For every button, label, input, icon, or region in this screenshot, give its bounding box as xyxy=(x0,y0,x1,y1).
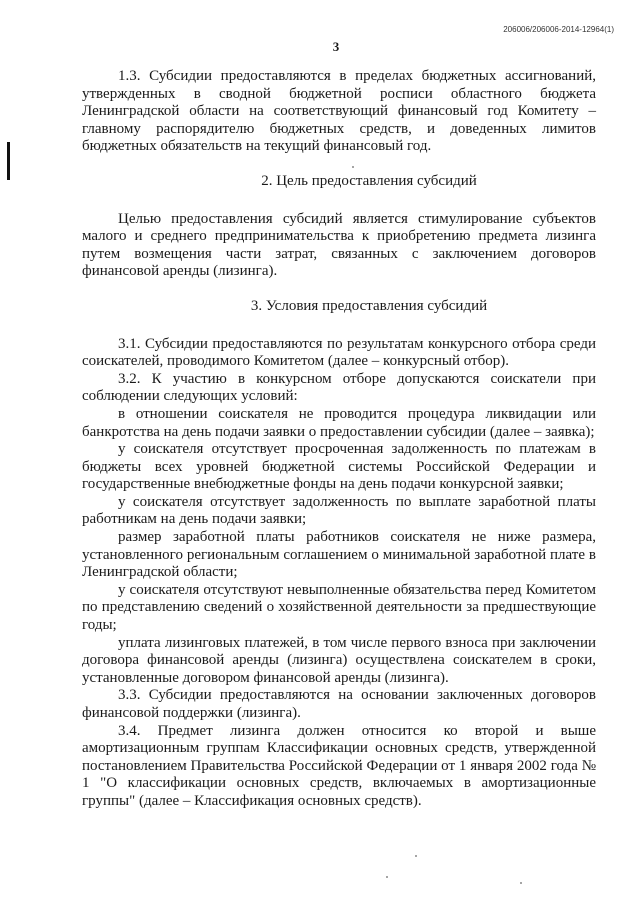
condition-item: у соискателя отсутствует просроченная задолженность по платежам в бюджеты всех уровней бюджетной системы Российской Федерации и государственные внебюджетные фонды на день подачи конкурсной заявки; xyxy=(82,441,596,493)
scan-speck xyxy=(352,166,354,168)
document-body xyxy=(82,68,596,811)
paragraph-1-3: 1.3. Субсидии предоставляются в пределах бюджетных ассигнований, утвержденных в сводной бюджетной росписи областного бюджета Ленинградской области на соответствующий финансовый год Комитету – главному распорядителю бюджетных средств, и доведенных лимитов бюджетных обязательств на текущий финансовый год. xyxy=(82,68,596,155)
paragraph-3-1: 3.1. Субсидии предоставляются по результатам конкурсного отбора среди соискателей, проводимого Комитетом (далее – конкурсный отбор). xyxy=(82,335,596,370)
condition-item: размер заработной платы работников соискателя не ниже размера, установленного региональным соглашением о минимальной заработной плате в Ленинградской области; xyxy=(82,529,596,581)
condition-item: в отношении соискателя не проводится процедура ликвидации или банкротства на день подачи заявки о предоставлении субсидии (далее – заявка); xyxy=(82,405,596,440)
scan-speck xyxy=(520,882,522,884)
scan-speck xyxy=(415,855,417,857)
paragraph-3-4: 3.4. Предмет лизинга должен относится ко второй и выше амортизационным группам Классификации основных средств, утвержденной постановлением Правительства Российской Федерации от 1 января 2002 года № 1 "О классификации основных средств, включаемых в амортизационные группы" (далее – Классификация основных средств). xyxy=(82,722,596,809)
section-heading-3: 3. Условия предоставления субсидий xyxy=(250,297,488,314)
paragraph-3-2: 3.2. К участию в конкурсном отборе допускаются соискатели при соблюдении следующих условий: xyxy=(82,370,596,405)
page-number: 3 xyxy=(332,39,340,54)
condition-item: у соискателя отсутствуют невыполненные обязательства перед Комитетом по представлению сведений о хозяйственной деятельности за предшествующие годы; xyxy=(82,581,596,634)
scan-speck xyxy=(386,876,388,878)
document-code: 206006/206006-2014-12964(1) xyxy=(503,25,614,34)
condition-item: у соискателя отсутствует задолженность по выплате заработной платы работникам на день подачи заявки; xyxy=(82,493,596,528)
condition-item: уплата лизинговых платежей, в том числе первого взноса при заключении договора финансовой аренды (лизинга) осуществлена соискателем в сроки, установленные договором финансовой аренды (лизинга). xyxy=(82,634,596,686)
section-heading-2: 2. Цель предоставления субсидий xyxy=(261,172,477,189)
paragraph-3-3: 3.3. Субсидии предоставляются на основании заключенных договоров финансовой поддержки (лизинга). xyxy=(82,687,596,721)
paragraph-2: Целью предоставления субсидий является стимулирование субъектов малого и среднего предпринимательства к приобретению предмета лизинга путем возмещения части затрат, связанных с заключением договоров финансовой аренды (лизинга). xyxy=(82,210,596,280)
scan-margin-mark xyxy=(7,142,10,180)
